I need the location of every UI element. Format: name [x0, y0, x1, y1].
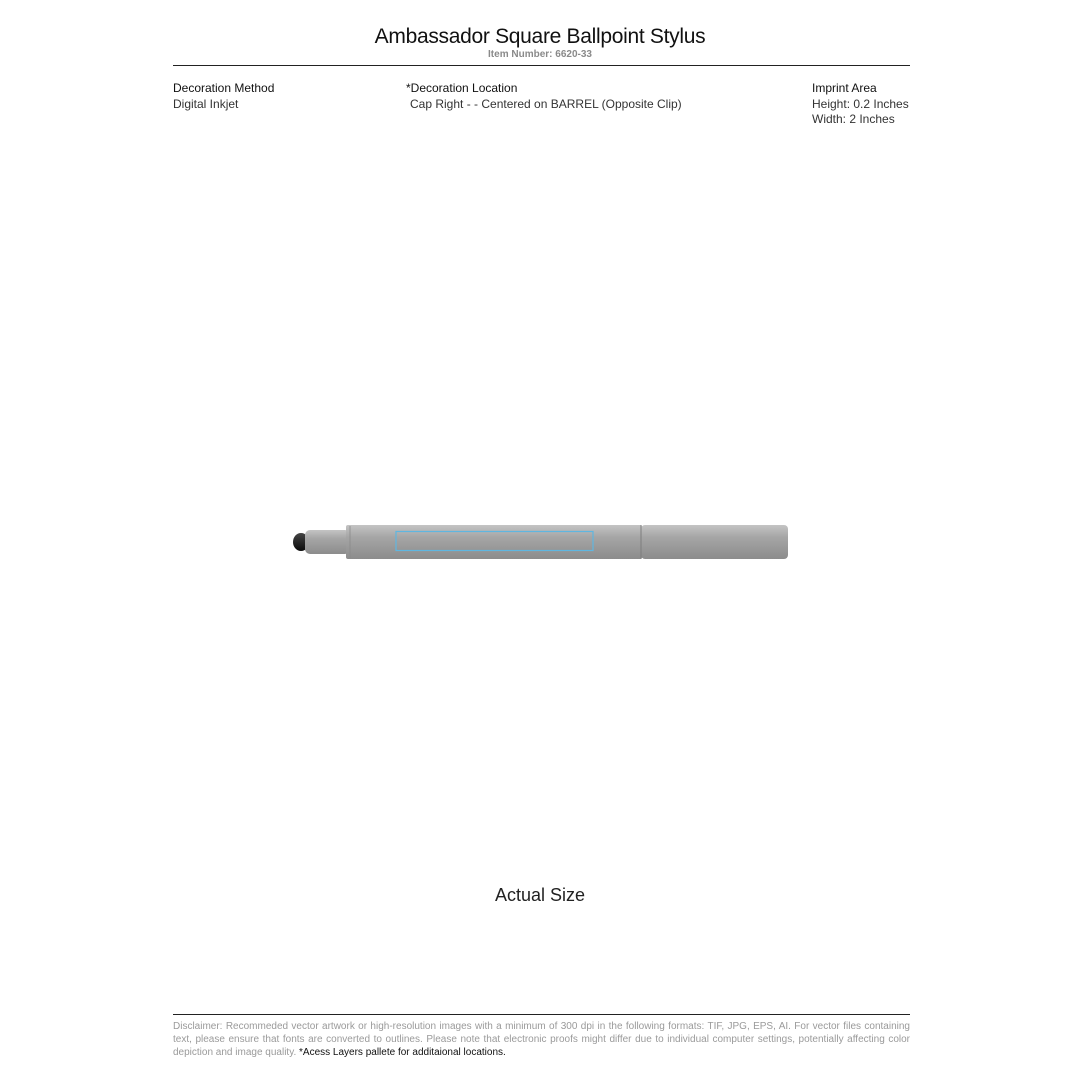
layers-note: *Acess Layers pallete for additaional locations. — [299, 1047, 506, 1059]
decoration-method-value: Digital Inkjet — [173, 96, 239, 111]
tip-collar — [305, 530, 350, 554]
imprint-area-block — [812, 81, 909, 128]
footer-divider — [173, 1014, 910, 1015]
item-number: Item Number: 6620-33 — [488, 49, 592, 60]
decoration-method-heading: Decoration Method — [173, 81, 275, 95]
imprint-area-heading: Imprint Area — [812, 81, 877, 95]
decoration-location-heading: *Decoration Location — [406, 81, 518, 95]
imprint-width: Width: 2 Inches — [812, 112, 895, 126]
decoration-method-block — [173, 81, 274, 112]
disclaimer-text: Disclaimer: Recommeded vector artwork or high-resolution images with a minimum of 300 dpi in the following formats: TIF, JPG, EPS, AI. For vector files containing text, please ensure that fonts are converted to outlines. Please note that electronic proofs might differ due to individual computer settings, potentially affecting color depiction and image quality. — [173, 1021, 910, 1059]
product-title: Ambassador Square Ballpoint Stylus — [374, 25, 706, 48]
actual-size-label: Actual Size — [494, 885, 586, 905]
decoration-location-value: Cap Right - - Centered on BARREL (Opposite Clip) — [410, 96, 682, 111]
decoration-location-block — [406, 81, 682, 112]
imprint-height: Height: 0.2 Inches — [812, 96, 909, 111]
pen-barrel — [346, 525, 642, 559]
disclaimer — [173, 1020, 910, 1060]
pen-cap — [641, 525, 788, 559]
header-divider — [173, 65, 910, 66]
stylus-pen-image — [290, 520, 790, 564]
